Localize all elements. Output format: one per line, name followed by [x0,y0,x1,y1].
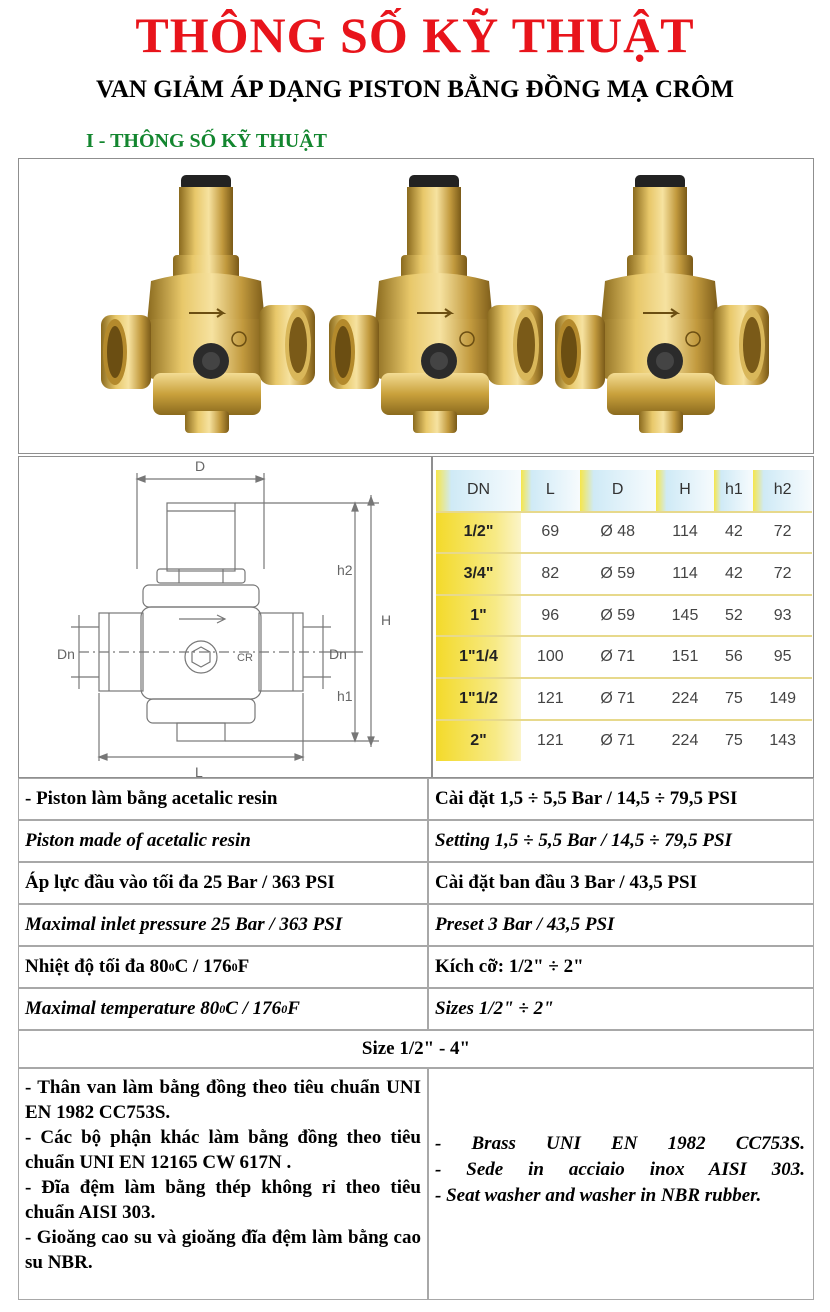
table-cell: 56 [714,636,753,678]
column-header: H [656,470,715,512]
table-cell: 224 [656,678,715,720]
spec-piston-vi: - Piston làm bằng acetalic resin [18,778,428,820]
table-cell: 75 [714,720,753,762]
technical-drawing-panel [18,456,432,778]
table-cell: 72 [753,512,812,554]
temp-text: F [287,998,300,1019]
temp-text: C / 176 [174,956,232,977]
degree-mark: 0 [219,1001,226,1016]
material-item: - Các bộ phận khác làm bằng đồng theo tiêu chuẩn UNI EN 12165 CW 617N . [25,1127,421,1173]
valve-photo [547,173,777,443]
table-cell: 82 [521,553,580,595]
temp-text: Nhiệt độ tối đa 80 [25,956,169,977]
table-cell: 93 [753,595,812,637]
material-item: - Đĩa đệm làm bằng thép không rỉ theo tiêu chuẩn AISI 303. [25,1177,421,1223]
material-item: - Gioăng cao su và gioăng đĩa đệm làm bằng cao su NBR. [25,1227,421,1273]
table-cell: Ø 59 [580,553,656,595]
material-item: - Thân van làm bằng đồng theo tiêu chuẩn UNI EN 1982 CC753S. [25,1077,421,1123]
table-cell: 143 [753,720,812,762]
table-row [436,595,812,637]
section-heading: I - THÔNG SỐ KỸ THUẬT [86,130,327,152]
spec-preset-vi: Cài đặt ban đầu 3 Bar / 43,5 PSI [428,862,814,904]
table-cell: 121 [521,720,580,762]
table-row [436,512,812,554]
spec-preset-en: Preset 3 Bar / 43,5 PSI [428,904,814,946]
materials-english [428,1068,814,1300]
drawing-label-dn-right: Dn [329,646,347,662]
temp-text: C / 176 [225,998,282,1019]
spec-piston-en: Piston made of acetalic resin [18,820,428,862]
product-photo-panel [18,158,814,454]
table-cell: 75 [714,678,753,720]
degree-mark: 0 [231,959,238,974]
table-cell: 1"1/2 [436,678,521,720]
table-row [436,553,812,595]
spec-inlet-pressure-vi: Áp lực đầu vào tối đa 25 Bar / 363 PSI [18,862,428,904]
table-cell: 1" [436,595,521,637]
table-cell: 42 [714,512,753,554]
column-header: L [521,470,580,512]
table-cell: 224 [656,720,715,762]
spec-setting-en: Setting 1,5 ÷ 5,5 Bar / 14,5 ÷ 79,5 PSI [428,820,814,862]
drawing-label-cr: CR [237,652,253,664]
table-cell: 2" [436,720,521,762]
material-item: - Seat washer and washer in NBR rubber. [435,1185,762,1206]
dimension-table [436,470,812,761]
drawing-label-d: D [195,458,206,474]
temp-text: F [237,956,250,977]
spec-max-temperature-en [18,988,428,1030]
material-item: - Sede in acciaio inox AISI 303. [435,1159,805,1180]
table-cell: 114 [656,512,715,554]
material-item: - Brass UNI EN 1982 CC753S. [435,1133,805,1154]
drawing-label-h1: h1 [337,688,353,704]
table-row [436,678,812,720]
table-cell: 72 [753,553,812,595]
table-cell: 69 [521,512,580,554]
table-cell: 1/2" [436,512,521,554]
page-title: THÔNG SỐ KỸ THUẬT [135,7,695,63]
table-cell: 3/4" [436,553,521,595]
drawing-label-h: H [381,612,392,628]
table-cell: 145 [656,595,715,637]
spec-inlet-pressure-en: Maximal inlet pressure 25 Bar / 363 PSI [18,904,428,946]
spec-setting-vi: Cài đặt 1,5 ÷ 5,5 Bar / 14,5 ÷ 79,5 PSI [428,778,814,820]
materials-vietnamese [18,1068,428,1300]
table-cell: Ø 71 [580,720,656,762]
temp-text: Maximal temperature 80 [25,998,220,1019]
technical-drawing [19,457,433,779]
degree-mark: 0 [168,959,175,974]
spec-size-vi: Kích cỡ: 1/2" ÷ 2" [428,946,814,988]
spec-max-temperature-vi [18,946,428,988]
table-cell: 121 [521,678,580,720]
table-cell: 151 [656,636,715,678]
table-cell: 52 [714,595,753,637]
drawing-label-h2: h2 [337,562,353,578]
drawing-label-l: L [195,764,203,779]
table-cell: 96 [521,595,580,637]
table-row [436,636,812,678]
column-header: D [580,470,656,512]
spec-size-en: Sizes 1/2" ÷ 2" [428,988,814,1030]
column-header: h2 [753,470,812,512]
table-cell: 100 [521,636,580,678]
table-cell: Ø 71 [580,678,656,720]
table-header-row [436,470,812,512]
valve-photo [93,173,323,443]
table-cell: 42 [714,553,753,595]
valve-photo [321,173,551,443]
table-cell: Ø 59 [580,595,656,637]
table-cell: 95 [753,636,812,678]
table-cell: 114 [656,553,715,595]
table-cell: 149 [753,678,812,720]
column-header: DN [436,470,521,512]
degree-mark: 0 [281,1001,288,1016]
table-cell: Ø 71 [580,636,656,678]
table-cell: Ø 48 [580,512,656,554]
size-range-row: Size 1/2" - 4" [18,1030,814,1068]
column-header: h1 [714,470,753,512]
drawing-label-dn-left: Dn [57,646,75,662]
product-subtitle: VAN GIẢM ÁP DẠNG PISTON BẰNG ĐỒNG MẠ CRÔM [96,76,734,103]
table-row [436,720,812,762]
table-cell: 1"1/4 [436,636,521,678]
